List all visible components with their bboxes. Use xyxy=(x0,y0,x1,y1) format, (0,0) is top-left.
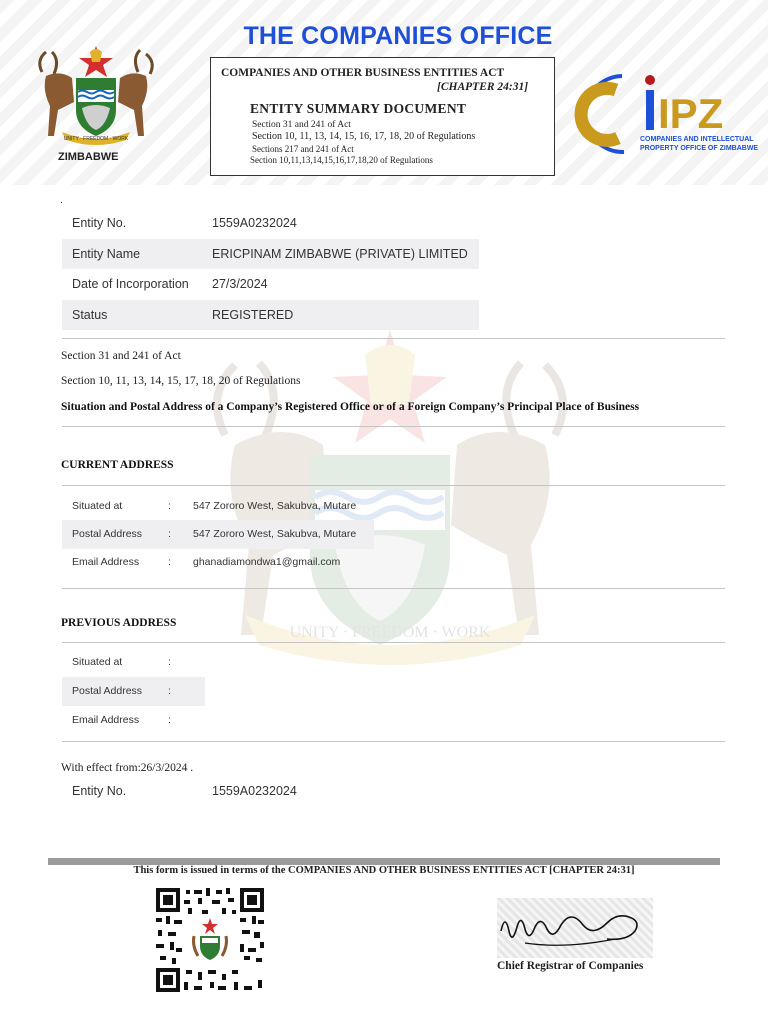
act-title: COMPANIES AND OTHER BUSINESS ENTITIES ACT xyxy=(221,67,505,79)
entity-name-value: ERICPINAM ZIMBABWE (PRIVATE) LIMITED xyxy=(212,246,468,261)
current-situated-value: 547 Zororo West, Sakubva, Mutare xyxy=(193,500,357,512)
signatory-title: Chief Registrar of Companies xyxy=(497,960,644,972)
watermark-motto: UNITY · FREEDOM · WORK xyxy=(289,624,491,641)
footer-bar xyxy=(48,858,720,865)
previous-email-row xyxy=(62,706,205,735)
divider xyxy=(62,426,725,427)
incorporation-date-label: Date of Incorporation xyxy=(72,277,189,291)
coat-of-arms-motto: UNITY · FREEDOM · WORK xyxy=(63,136,129,142)
cipz-logo-text: IPZ xyxy=(658,90,724,137)
previous-address-heading: PREVIOUS ADDRESS xyxy=(61,617,177,629)
separator: : xyxy=(168,500,171,512)
cipz-subtitle xyxy=(640,135,758,153)
current-situated-label: Situated at xyxy=(72,500,123,512)
entity-row-number xyxy=(62,208,479,239)
current-situated-row xyxy=(62,492,372,521)
current-postal-row xyxy=(62,520,374,549)
act-sections-line: Section 31 and 241 of Act xyxy=(61,350,181,362)
divider xyxy=(62,642,725,643)
previous-postal-row xyxy=(62,677,205,706)
current-email-value: ghanadiamondwa1@gmail.com xyxy=(193,556,341,568)
status-value: REGISTERED xyxy=(212,307,294,322)
previous-email-label: Email Address xyxy=(72,714,140,726)
separator: : xyxy=(168,528,171,540)
entity-info-table xyxy=(62,208,479,330)
act-chapter: [CHAPTER 24:31] xyxy=(437,81,529,93)
entity-row-status xyxy=(62,300,479,331)
situation-heading: Situation and Postal Address of a Company’s Registered Office or of a Foreign Company’s Principal Place of Business xyxy=(61,401,640,413)
entity-row-name xyxy=(62,239,479,270)
issued-notice: This form is issued in terms of the COMPANIES AND OTHER BUSINESS ENTITIES ACT [CHAPTER 24:31] xyxy=(133,865,635,876)
zimbabwe-coat-of-arms-icon xyxy=(32,44,160,150)
effective-date: With effect from:26/3/2024 . xyxy=(61,762,194,774)
leading-mark: . xyxy=(60,195,63,206)
section-line-1: Section 31 and 241 of Act xyxy=(252,120,351,130)
incorporation-date-value: 27/3/2024 xyxy=(212,277,268,291)
current-postal-label: Postal Address xyxy=(72,528,143,540)
separator: : xyxy=(168,656,171,668)
section-line-2: Section 10, 11, 13, 14, 15, 16, 17, 18, 20 of Regulations xyxy=(252,131,476,142)
separator: : xyxy=(168,556,171,568)
signature-icon xyxy=(495,903,655,955)
regulations-line: Section 10, 11, 13, 14, 15, 17, 18, 20 of Regulations xyxy=(61,375,301,387)
qr-code-icon[interactable] xyxy=(154,886,266,994)
separator: : xyxy=(168,714,171,726)
previous-situated-row xyxy=(62,648,205,677)
footer-entity-value: 1559A0232024 xyxy=(212,784,297,798)
entity-row-incorporation xyxy=(62,269,479,300)
entity-number-label: Entity No. xyxy=(72,216,127,230)
separator: : xyxy=(168,685,171,697)
divider xyxy=(62,338,725,339)
footer-entity-label: Entity No. xyxy=(72,784,127,798)
cipz-subtitle-line-2: PROPERTY OFFICE OF ZIMBABWE xyxy=(640,145,759,152)
current-address-heading: CURRENT ADDRESS xyxy=(61,459,174,471)
section-line-4: Section 10,11,13,14,15,16,17,18,20 of Regulations xyxy=(250,155,433,165)
entity-name-label: Entity Name xyxy=(72,246,141,261)
page-title: THE COMPANIES OFFICE xyxy=(243,22,553,50)
divider xyxy=(62,485,725,486)
document-title: ENTITY SUMMARY DOCUMENT xyxy=(250,101,467,116)
zimbabwe-label: ZIMBABWE xyxy=(58,151,119,163)
current-email-row xyxy=(62,548,372,577)
previous-postal-label: Postal Address xyxy=(72,685,143,697)
cipz-subtitle-line-1: COMPANIES AND INTELLECTUAL xyxy=(640,136,754,143)
section-line-3: Sections 217 and 241 of Act xyxy=(252,144,354,154)
divider xyxy=(62,741,725,742)
status-label: Status xyxy=(72,307,108,322)
previous-situated-label: Situated at xyxy=(72,656,123,668)
divider xyxy=(62,588,725,589)
current-email-label: Email Address xyxy=(72,556,140,568)
entity-number-value: 1559A0232024 xyxy=(212,216,297,230)
current-postal-value: 547 Zororo West, Sakubva, Mutare xyxy=(193,528,357,540)
